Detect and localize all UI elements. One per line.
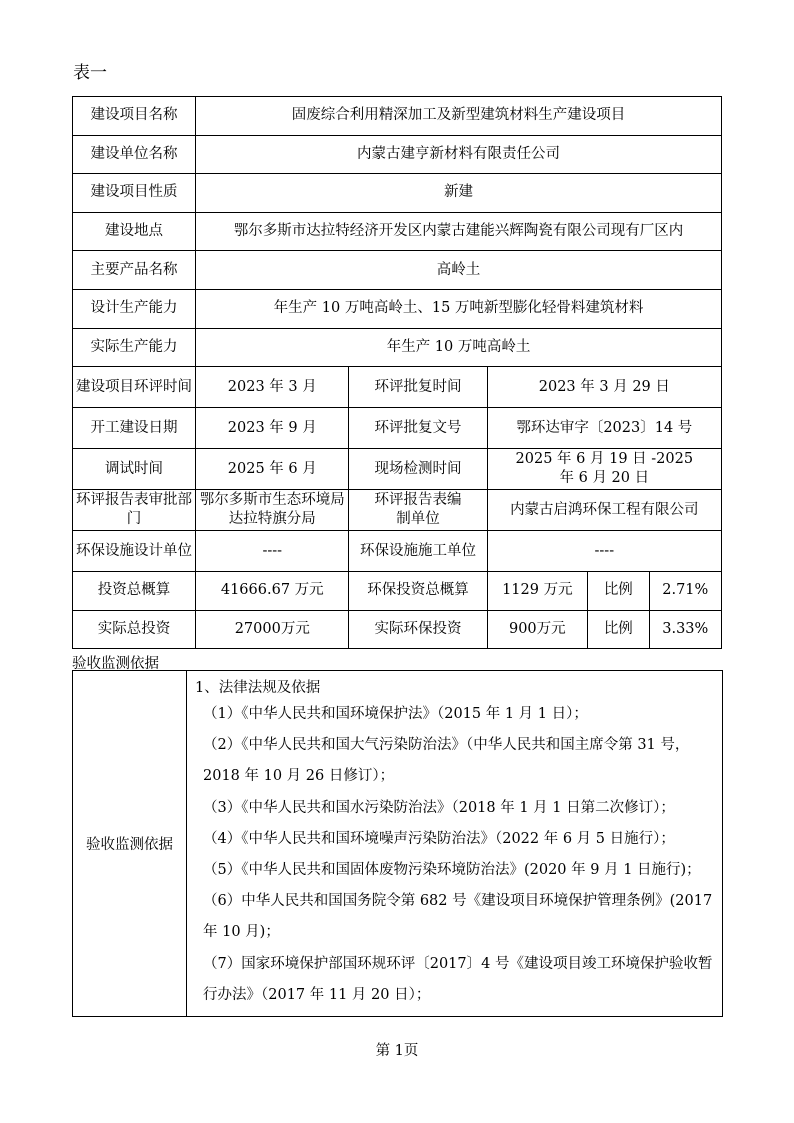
cell-label: 比例 xyxy=(588,610,650,649)
cell-label: 开工建设日期 xyxy=(73,408,196,449)
basis-content xyxy=(187,671,723,1017)
table-row xyxy=(73,212,722,251)
table-row xyxy=(73,328,722,367)
compiling-unit: 内蒙古启鸿环保工程有限公司 xyxy=(487,490,721,531)
cell-label: 环评报告表编制单位 xyxy=(349,490,487,531)
cell-label: 环评报告表审批部门 xyxy=(73,490,196,531)
approval-department: 鄂尔多斯市生态环境局达拉特旗分局 xyxy=(196,490,349,531)
list-item: （5）《中华人民共和国固体废物污染环境防治法》(2020 年 9 月 1 日施行)； xyxy=(203,862,701,879)
cell-label: 建设地点 xyxy=(73,212,196,251)
design-unit: ---- xyxy=(196,531,349,572)
budget-ratio: 2.71% xyxy=(649,572,721,611)
list-item: （3）《中华人民共和国水污染防治法》（2018 年 1 月 1 日第二次修订）； xyxy=(203,799,675,816)
table-row xyxy=(73,367,722,408)
cell-label: 建设项目名称 xyxy=(73,97,196,136)
main-product: 高岭土 xyxy=(196,251,722,290)
cell-label: 现场检测时间 xyxy=(349,449,487,490)
actual-ratio: 3.33% xyxy=(649,610,721,649)
list-item: （2）《中华人民共和国大气污染防治法》（中华人民共和国主席令第 31 号，2018 年 10 月 26 日修订）； xyxy=(203,737,690,785)
table-row xyxy=(73,135,722,174)
approval-time: 2023 年 3 月 29 日 xyxy=(487,367,721,408)
table-row xyxy=(73,289,722,328)
debug-time: 2025 年 6 月 xyxy=(196,449,349,490)
eia-time: 2023 年 3 月 xyxy=(196,367,349,408)
list-item: （7）国家环境保护部国环规环评〔2017〕4 号《建设项目竣工环境保护验收暂行办法》（2017 年 11 月 20 日）； xyxy=(203,955,713,1003)
cell-label: 实际环保投资 xyxy=(349,610,487,649)
cell-label: 比例 xyxy=(588,572,650,611)
actual-env: 900万元 xyxy=(487,610,587,649)
monitor-time: 2025 年 6 月 19 日 -2025 年 6 月 20 日 xyxy=(487,449,721,490)
cell-label: 环评批复文号 xyxy=(349,408,487,449)
actual-total: 27000万元 xyxy=(196,610,349,649)
cell-label: 实际生产能力 xyxy=(73,328,196,367)
project-info-table xyxy=(72,96,722,649)
table-row xyxy=(73,449,722,490)
cell-label: 环保设施施工单位 xyxy=(349,531,487,572)
list-item: （1）《中华人民共和国环境保护法》（2015 年 1 月 1 日）； xyxy=(203,706,588,722)
cell-label: 主要产品名称 xyxy=(73,251,196,290)
actual-capacity: 年生产 10 万吨高岭土 xyxy=(196,328,722,367)
list-item: （6）中华人民共和国国务院令第 682 号《建设项目环境保护管理条例》(2017 年 10 月)； xyxy=(203,893,713,941)
cell-label: 建设项目环评时间 xyxy=(73,367,196,408)
basis-table xyxy=(72,670,723,1017)
project-nature: 新建 xyxy=(196,174,722,213)
cell-label: 环保投资总概算 xyxy=(349,572,487,611)
table-row xyxy=(73,610,722,649)
design-capacity: 年生产 10 万吨高岭土、15 万吨新型膨化轻骨料建筑材料 xyxy=(196,289,722,328)
section-heading: 表一 xyxy=(73,63,107,83)
table-row xyxy=(73,251,722,290)
cell-label: 实际总投资 xyxy=(73,610,196,649)
project-name: 固废综合利用精深加工及新型建筑材料生产建设项目 xyxy=(196,97,722,136)
cell-label: 环评批复时间 xyxy=(349,367,487,408)
table-row xyxy=(73,531,722,572)
construction-contractor: ---- xyxy=(487,531,721,572)
cell-label: 建设单位名称 xyxy=(73,135,196,174)
cell-label: 建设项目性质 xyxy=(73,174,196,213)
basis-heading: 1、法律法规及依据 xyxy=(195,680,321,696)
cell-label: 调试时间 xyxy=(73,449,196,490)
list-item: （4）《中华人民共和国环境噪声污染防治法》（2022 年 6 月 5 日施行）； xyxy=(203,830,675,847)
project-location: 鄂尔多斯市达拉特经济开发区内蒙古建能兴辉陶瓷有限公司现有厂区内 xyxy=(196,212,722,251)
table-row xyxy=(73,671,723,1017)
table-row xyxy=(73,174,722,213)
page-number: 第 1页 xyxy=(375,1043,419,1059)
total-budget: 41666.67 万元 xyxy=(196,572,349,611)
approval-number: 鄂环达审字〔2023〕14 号 xyxy=(487,408,721,449)
table-row xyxy=(73,97,722,136)
table-row xyxy=(73,490,722,531)
construction-unit: 内蒙古建亨新材料有限责任公司 xyxy=(196,135,722,174)
cell-label: 设计生产能力 xyxy=(73,289,196,328)
cell-label: 环保设施设计单位 xyxy=(73,531,196,572)
start-date: 2023 年 9 月 xyxy=(196,408,349,449)
env-budget: 1129 万元 xyxy=(487,572,587,611)
table-row xyxy=(73,408,722,449)
table-row xyxy=(73,572,722,611)
cell-label: 投资总概算 xyxy=(73,572,196,611)
basis-label: 验收监测依据 xyxy=(73,671,187,1017)
section-title: 验收监测依据 xyxy=(72,656,159,672)
